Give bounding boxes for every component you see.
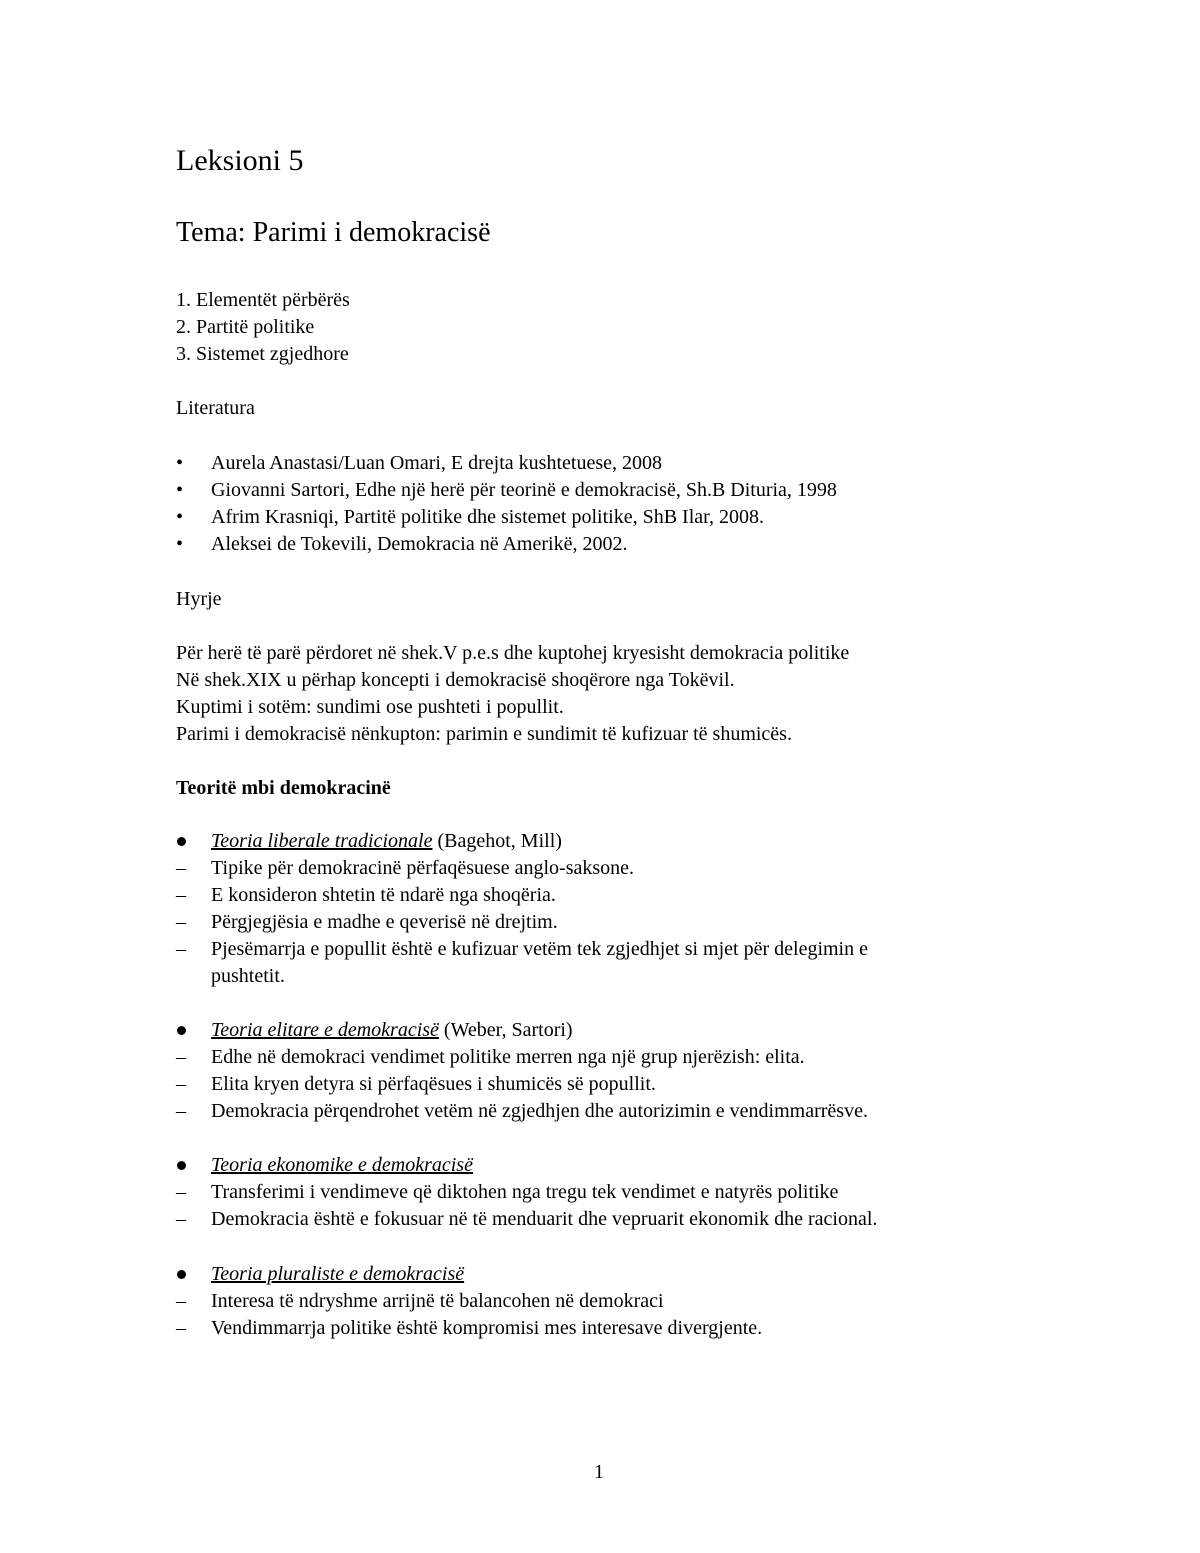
theory-block (176, 1152, 1076, 1233)
theory-title-row (176, 1152, 1076, 1179)
intro-line: Në shek.XIX u përhap koncepti i demokracisë shoqërore nga Tokëvil. (176, 669, 735, 691)
theory-point (176, 1098, 1076, 1125)
bullet-icon: • (176, 506, 184, 528)
theory-name: Teoria elitare e demokracisë (211, 1019, 439, 1041)
topic-item: 1. Elementët përbërës (176, 289, 350, 311)
theory-point-text: Vendimmarrja politike është kompromisi mes interesave divergjente. (211, 1317, 763, 1339)
literature-heading: Literatura (176, 397, 255, 419)
theory-point-text: pushtetit. (211, 965, 285, 987)
intro-heading: Hyrje (176, 588, 222, 610)
bullet-icon: • (176, 479, 184, 501)
dash-icon: – (176, 1073, 186, 1095)
dash-icon: – (176, 1100, 186, 1122)
literature-item (176, 477, 1076, 504)
literature-item (176, 504, 1076, 531)
theory-point-text: Përgjegjësia e madhe e qeverisë në drejtim. (211, 911, 558, 933)
dash-icon: – (176, 1290, 186, 1312)
theory-title-row (176, 1261, 1076, 1288)
theory-point-text: E konsideron shtetin të ndarë nga shoqëria. (211, 884, 556, 906)
theory-title-row (176, 1017, 1076, 1044)
page-number: 1 (594, 1461, 604, 1483)
theory-point-text: Pjesëmarrja e popullit është e kufizuar vetëm tek zgjedhjet si mjet për delegimin e (211, 938, 868, 960)
literature-item-text: Aurela Anastasi/Luan Omari, E drejta kushtetuese, 2008 (211, 452, 662, 474)
intro-line: Kuptimi i sotëm: sundimi ose pushteti i popullit. (176, 696, 564, 718)
dash-icon: – (176, 1181, 186, 1203)
theory-authors: (Weber, Sartori) (438, 1019, 573, 1041)
topic-item: 2. Partitë politike (176, 316, 315, 338)
dash-icon: – (176, 911, 186, 933)
theory-point (176, 1206, 1076, 1233)
theory-point-text: Demokracia përqendrohet vetëm në zgjedhjen dhe autorizimin e vendimmarrësve. (211, 1100, 868, 1122)
theory-point (176, 1044, 1076, 1071)
theory-point-text: Transferimi i vendimeve që diktohen nga tregu tek vendimet e natyrës politike (211, 1181, 839, 1203)
theory-point-text: Edhe në demokraci vendimet politike merren nga një grup njerëzish: elita. (211, 1046, 805, 1068)
intro-paragraph (176, 640, 849, 748)
literature-item-text: Afrim Krasniqi, Partitë politike dhe sistemet politike, ShB Ilar, 2008. (211, 506, 765, 528)
topic-heading: Tema: Parimi i demokracisë (176, 217, 491, 248)
dash-icon: – (176, 1317, 186, 1339)
theory-point-text: Interesa të ndryshme arrijnë të balancohen në demokraci (211, 1290, 664, 1312)
theories-heading: Teoritë mbi demokracinë (176, 777, 391, 799)
dash-icon: – (176, 1208, 186, 1230)
theory-block (176, 1261, 1076, 1342)
theory-point (176, 1179, 1076, 1206)
theory-authors: (Bagehot, Mill) (432, 830, 562, 852)
dash-icon: – (176, 938, 186, 960)
theory-point-text: Tipike për demokracinë përfaqësuese anglo-saksone. (211, 857, 635, 879)
theory-name: Teoria liberale tradicionale (211, 830, 433, 852)
theory-point (176, 1315, 1076, 1342)
bullet-icon: • (176, 452, 184, 474)
literature-item-text: Aleksei de Tokevili, Demokracia në Amerikë, 2002. (211, 533, 628, 555)
topic-item: 3. Sistemet zgjedhore (176, 343, 349, 365)
literature-item (176, 450, 1076, 477)
theory-name: Teoria ekonomike e demokracisë (211, 1154, 473, 1176)
literature-item (176, 531, 1076, 558)
theory-block (176, 1017, 1076, 1125)
theory-point-text: Demokracia është e fokusuar në të menduarit dhe vepruarit ekonomik dhe racional. (211, 1208, 878, 1230)
bullet-dot-icon (177, 837, 186, 846)
intro-line: Për herë të parë përdoret në shek.V p.e.s dhe kuptohej kryesisht demokracia politike (176, 642, 850, 664)
literature-item-text: Giovanni Sartori, Edhe një herë për teorinë e demokracisë, Sh.B Dituria, 1998 (211, 479, 837, 501)
bullet-dot-icon (177, 1026, 186, 1035)
bullet-dot-icon (177, 1161, 186, 1170)
dash-icon: – (176, 884, 186, 906)
theory-point (176, 936, 1076, 963)
bullet-dot-icon (177, 1270, 186, 1279)
dash-icon: – (176, 857, 186, 879)
theory-name: Teoria pluraliste e demokracisë (211, 1263, 465, 1285)
intro-line: Parimi i demokracisë nënkupton: parimin e sundimit të kufizuar të shumicës. (176, 723, 792, 745)
theory-point (176, 909, 1076, 936)
theory-point (176, 882, 1076, 909)
theory-point-continuation (176, 963, 1076, 990)
theory-block (176, 828, 1076, 990)
theory-point (176, 855, 1076, 882)
lesson-heading: Leksioni 5 (176, 144, 304, 177)
bullet-icon: • (176, 533, 184, 555)
theory-point-text: Elita kryen detyra si përfaqësues i shumicës së popullit. (211, 1073, 656, 1095)
topics-list (176, 287, 350, 368)
literature-list (176, 450, 1076, 558)
theory-point (176, 1288, 1076, 1315)
theory-point (176, 1071, 1076, 1098)
theory-title-row (176, 828, 1076, 855)
dash-icon: – (176, 1046, 186, 1068)
